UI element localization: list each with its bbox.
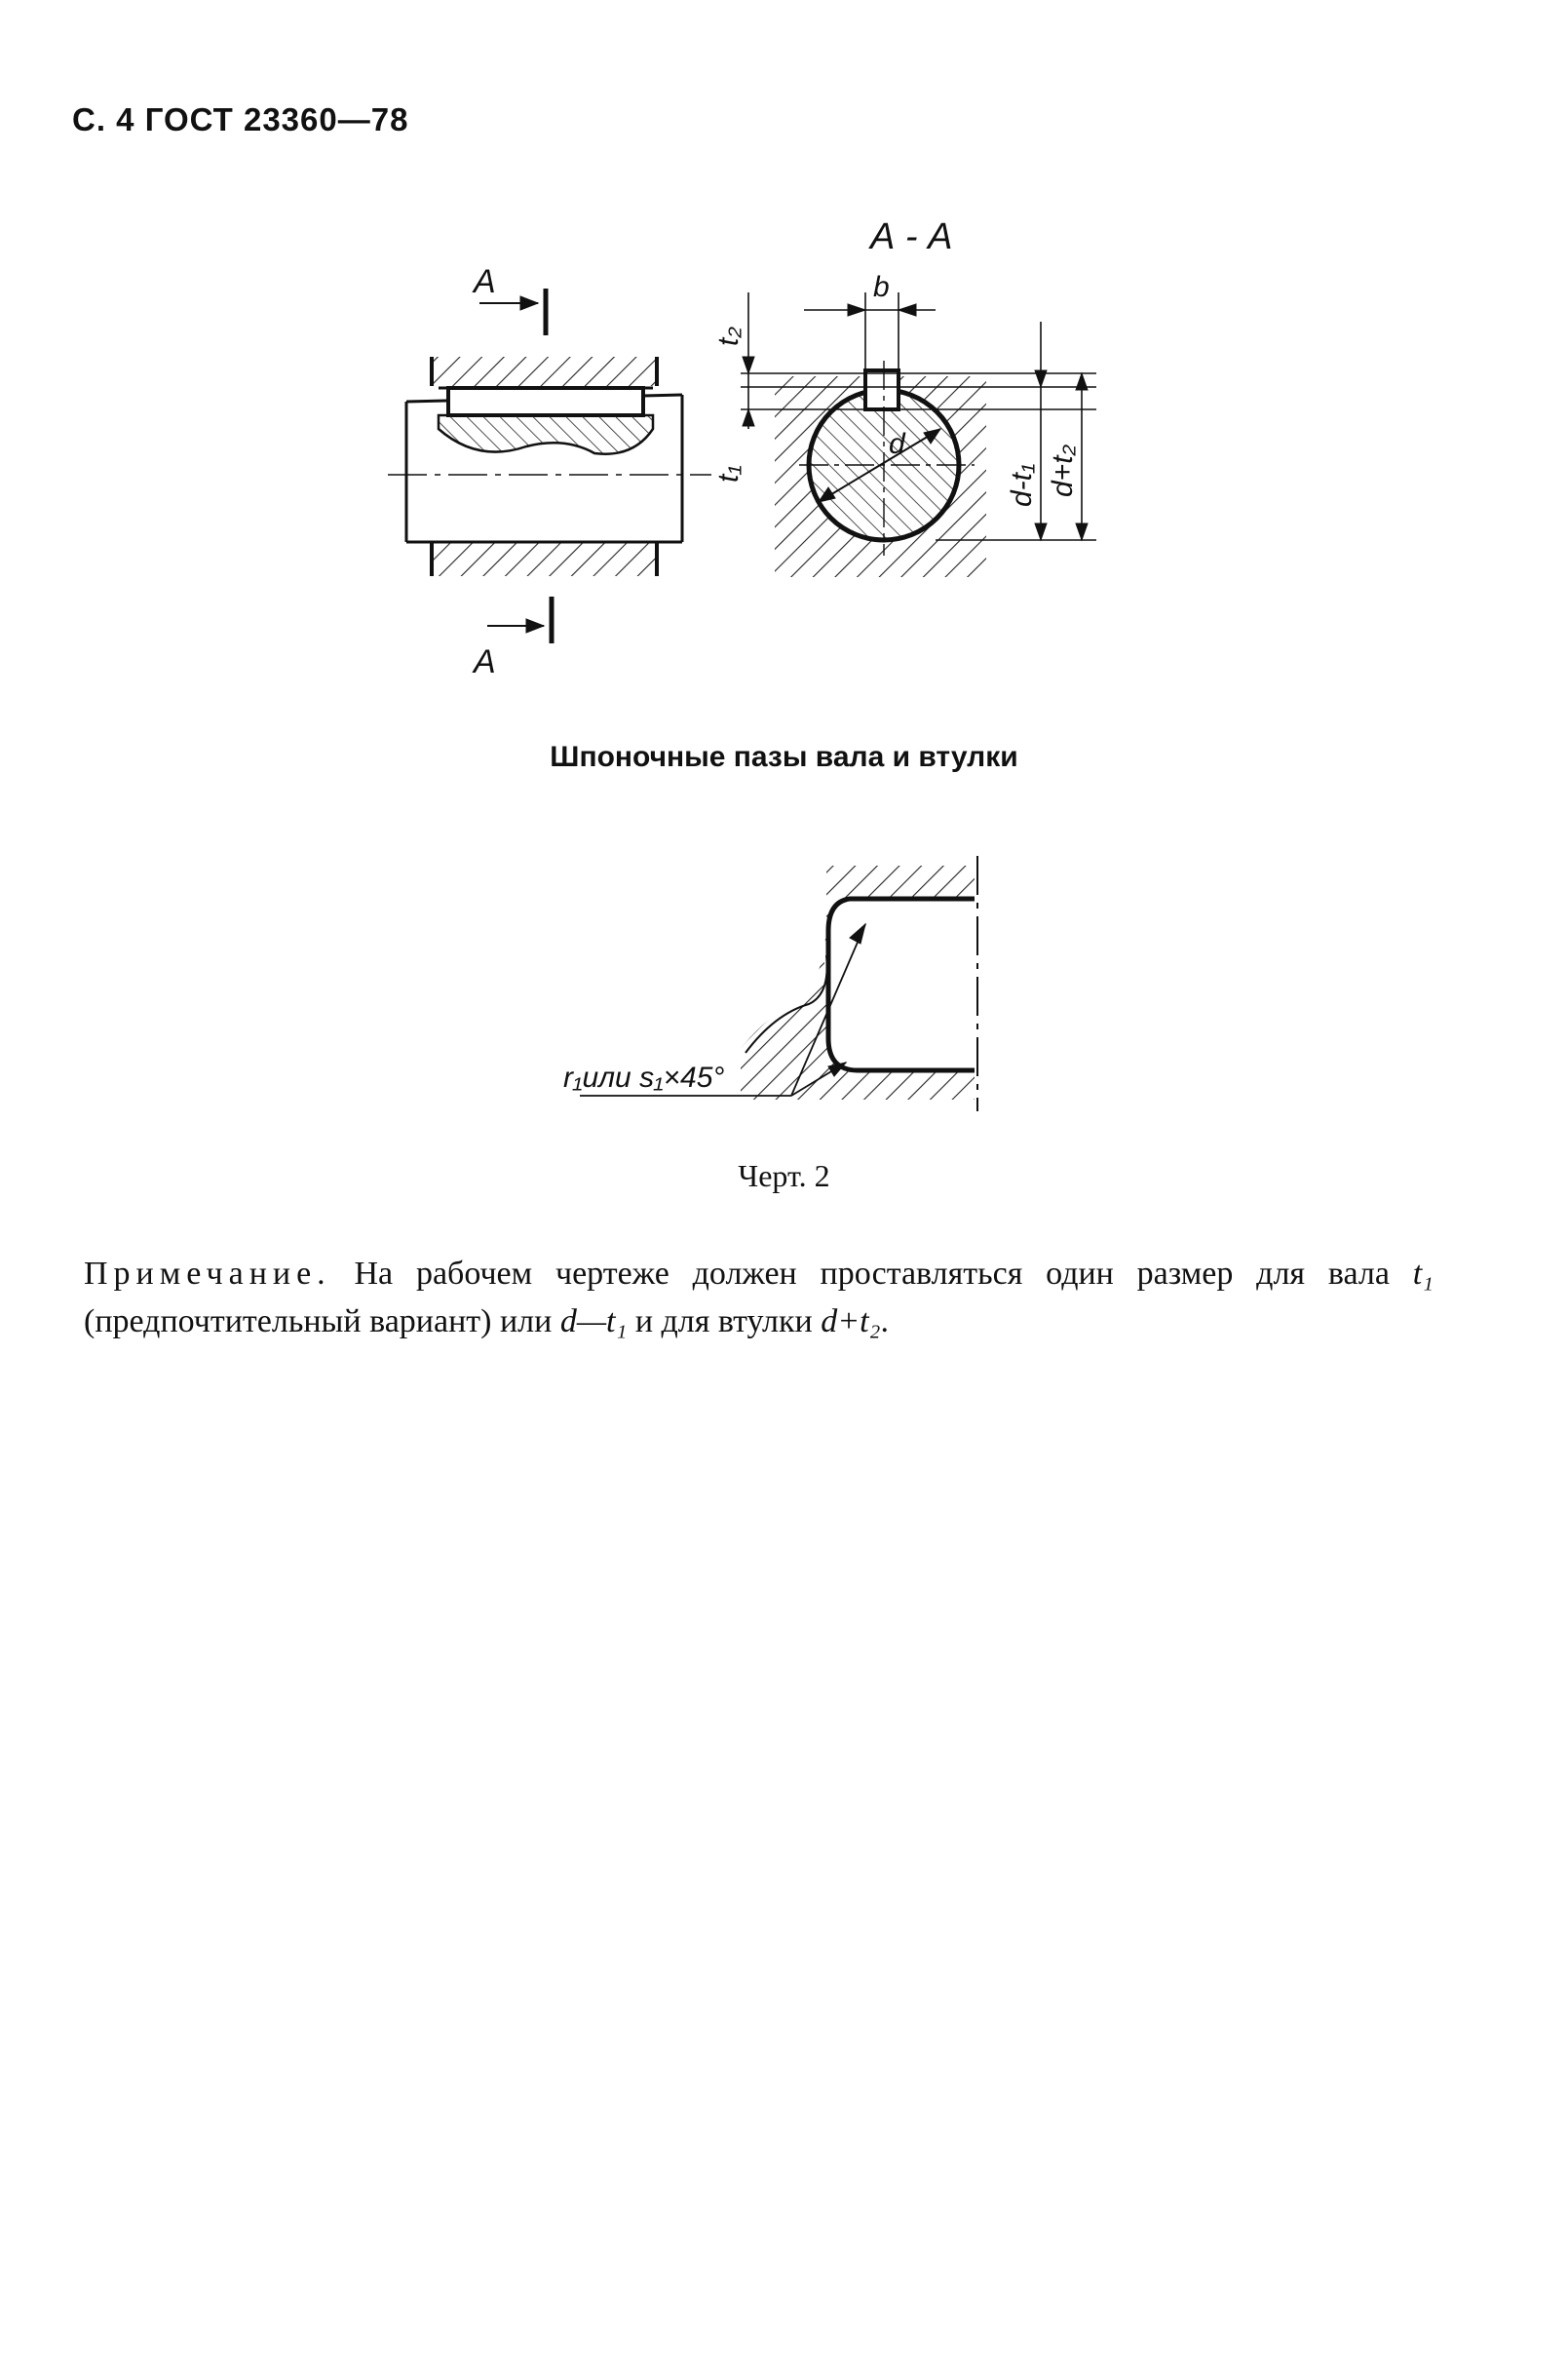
section-view [741, 292, 1096, 577]
label-t1: t₁ [712, 465, 745, 483]
section-marker-top: А [474, 263, 496, 300]
drawing-number: Черт. 2 [738, 1158, 830, 1193]
var-t1: t₁ [1412, 1256, 1434, 1292]
note-text-2: (предпочтительный вариант) или [84, 1303, 560, 1340]
label-d-plus-t2: d+t₂ [1047, 445, 1079, 497]
section-title: А - А [870, 216, 953, 257]
label-d: d [889, 428, 905, 460]
var-d-t1: d—t₁ [559, 1303, 628, 1340]
var-d-t2: d+t₂ [821, 1303, 881, 1340]
label-t2: t₂ [712, 327, 745, 346]
note-text-3: и для втулки [627, 1303, 822, 1340]
note-paragraph [84, 1250, 1434, 1346]
fillet-label: r₁или s₁×45° [563, 1062, 725, 1094]
note-prefix: Примечание. [84, 1256, 331, 1292]
note-text-4: . [880, 1303, 889, 1340]
page-header: С. 4 ГОСТ 23360—78 [72, 101, 409, 137]
note-text-1: На рабочем чертеже должен проставляться один размер для вала [330, 1256, 1413, 1292]
section-marker-bottom: А [474, 643, 496, 680]
figure-caption: Шпоночные пазы вала и втулки [550, 741, 1018, 773]
label-d-minus-t1: d-t₁ [1006, 463, 1038, 507]
label-b: b [873, 271, 890, 303]
side-view [388, 289, 711, 643]
